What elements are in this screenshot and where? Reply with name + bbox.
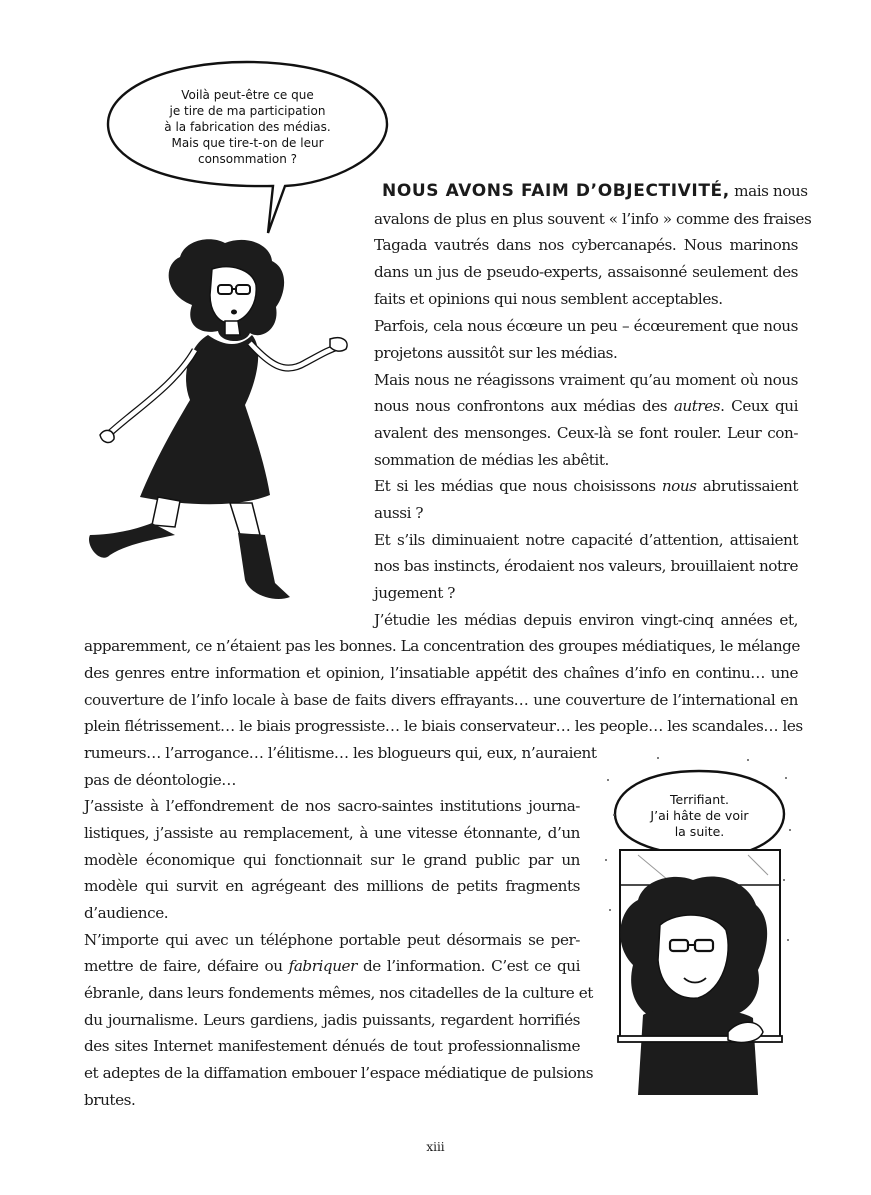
text-span: Et si les médias que nous choisissons: [374, 477, 656, 495]
italic-span: nous: [661, 477, 697, 495]
text-line: et adeptes de la diffamation embouer l’espace médiatique de pulsions: [84, 1064, 594, 1082]
text-line: Et s’ils diminuaient notre capacité d’attention, attisaient: [374, 531, 798, 549]
text-line: modèle économique qui fonctionnait sur le grand public par un: [84, 851, 580, 869]
text-line: des genres entre information et opinion, l’insatiable appétit des chaînes d’info en continu… une: [84, 664, 798, 682]
text-line: projetons aussitôt sur les médias.: [374, 344, 618, 362]
text-line: Parfois, cela nous écœure un peu – écœurement que nous: [374, 317, 798, 335]
bubble-bottom-line: la suite.: [674, 824, 725, 839]
text-span: nous nous confrontons aux médias des: [374, 397, 668, 415]
italic-span: fabriquer: [288, 957, 357, 975]
text-line: [374, 393, 798, 420]
dress-shape: [140, 335, 270, 504]
text-line: apparemment, ce n’étaient pas les bonnes. La concentration des groupes médiatiques, le mélange: [84, 637, 800, 655]
text-span: mettre de faire, défaire ou: [84, 957, 283, 975]
text-line: plein flétrissement… le biais progressiste… le biais conservateur… les people… les scandales… les: [84, 717, 803, 735]
text-line: avalons de plus en plus souvent « l’info » comme des fraises: [374, 210, 812, 228]
section-heading: NOUS AVONS FAIM D’OBJECTIVITÉ,: [382, 181, 730, 201]
text-line: listiques, j’assiste au remplacement, à une vitesse étonnante, d’un: [84, 824, 580, 842]
woman-in-window-illustration: [598, 750, 798, 1095]
text-span: . Ceux qui: [720, 397, 798, 415]
walking-woman-illustration: [80, 235, 355, 610]
bubble-bottom-line: J’ai hâte de voir: [650, 808, 749, 823]
text-line: avalent des mensonges. Ceux-là se font rouler. Leur con-: [374, 424, 798, 442]
text-line: faits et opinions qui nous semblent acceptables.: [374, 290, 723, 308]
text-line: ébranle, dans leurs fondements mêmes, nos citadelles de la culture et: [84, 984, 593, 1002]
bubble-top-line: je tire de ma participation: [169, 104, 326, 118]
text-line: J’assiste à l’effondrement de nos sacro-saintes institutions journa-: [84, 797, 580, 815]
bubble-top-line: Voilà peut-être ce que: [181, 88, 314, 102]
text-line: [84, 953, 580, 980]
text-line-1: [382, 178, 808, 205]
speech-bubble-top: [105, 60, 390, 240]
text-span: abrutissaient: [696, 477, 798, 495]
bubble-top-line: consommation ?: [197, 152, 298, 166]
text-line: N’importe qui avec un téléphone portable peut désormais se per-: [84, 931, 580, 949]
bubble-bottom-line: Terrifiant.: [669, 792, 730, 807]
text-line: [374, 473, 798, 500]
text-line: d’audience.: [84, 904, 169, 922]
text-line: modèle qui survit en agrégeant des millions de petits fragments: [84, 877, 580, 895]
text-span: mais nous: [729, 182, 808, 200]
speech-bubble-top-text: [135, 87, 360, 167]
bubble-top-line: à la fabrication des médias.: [164, 120, 331, 134]
bubble-top-line: Mais que tire-t-on de leur: [171, 136, 324, 150]
text-span: de l’information. C’est ce qui: [356, 957, 580, 975]
text-line: Tagada vautrés dans nos cybercanapés. Nous marinons: [374, 236, 798, 254]
page-number: xiii: [426, 1140, 445, 1154]
text-line: brutes.: [84, 1091, 136, 1109]
text-line: nos bas instincts, érodaient nos valeurs, brouillaient notre: [374, 557, 798, 575]
text-line: couverture de l’info locale à base de faits divers effrayants… une couverture de l’international en: [84, 691, 798, 709]
text-line: rumeurs… l’arrogance… l’élitisme… les blogueurs qui, eux, n’auraient: [84, 744, 597, 762]
italic-span: autres: [673, 397, 721, 415]
text-line: sommation de médias les abêtit.: [374, 451, 609, 469]
text-line: dans un jus de pseudo-experts, assaisonné seulement des: [374, 263, 798, 281]
text-line: des sites Internet manifestement dénués de tout professionnalisme: [84, 1037, 580, 1055]
text-line: jugement ?: [374, 584, 455, 602]
text-line: Mais nous ne réagissons vraiment qu’au moment où nous: [374, 371, 798, 389]
text-line: pas de déontologie…: [84, 771, 237, 789]
text-line: aussi ?: [374, 504, 424, 522]
text-line: du journalisme. Leurs gardiens, jadis puissants, regardent horrifiés: [84, 1011, 580, 1029]
text-line: J’étudie les médias depuis environ vingt-cinq années et,: [374, 611, 798, 629]
